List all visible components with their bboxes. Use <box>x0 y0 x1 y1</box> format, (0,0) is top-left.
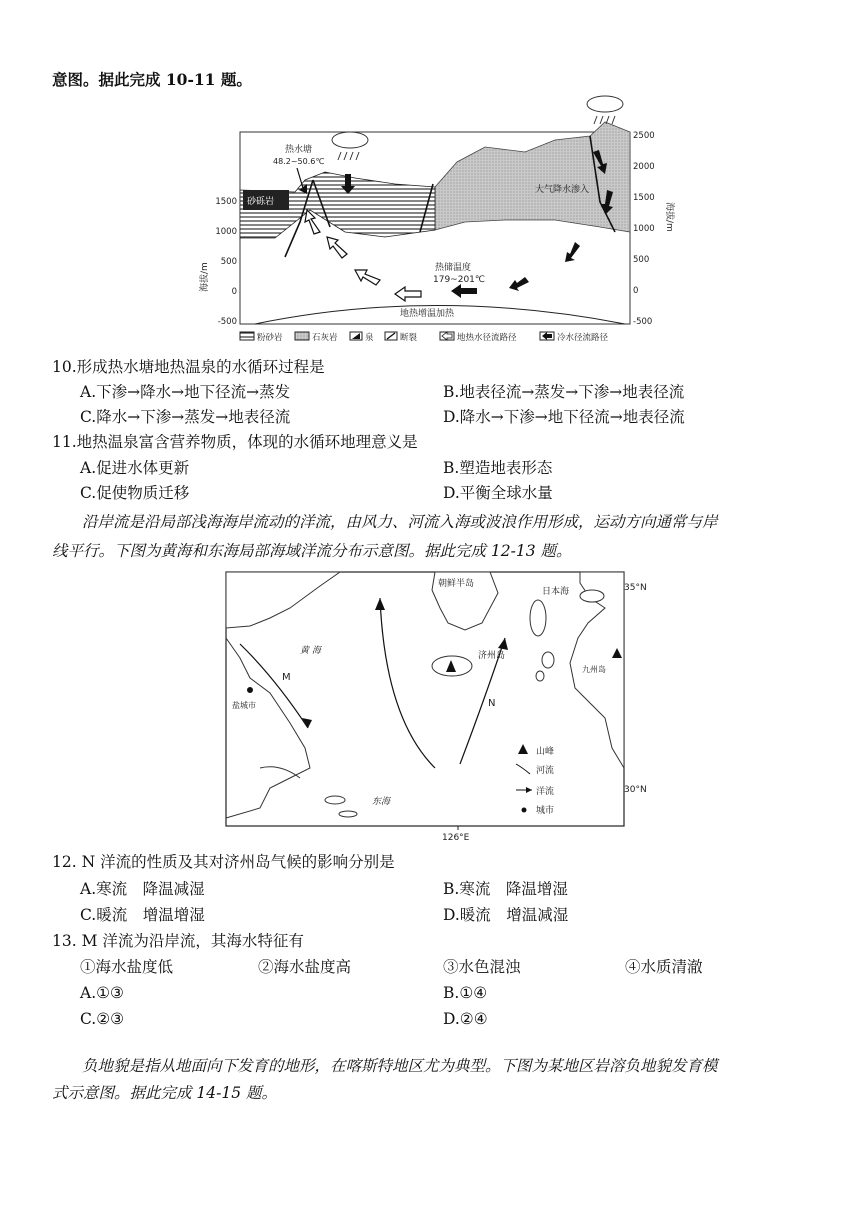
legend-limestone: 石灰岩 <box>312 333 338 343</box>
q13-statement-1: ①海水盐度低 <box>80 958 174 976</box>
y-tick-label: 500 <box>220 257 237 267</box>
y-left-ticks <box>215 197 237 327</box>
legend-city-icon <box>522 808 527 813</box>
reservoir-label: 热储温度 <box>435 263 472 273</box>
spring-temp: 48.2~50.6℃ <box>273 157 325 166</box>
spring-name: 热水塘 <box>285 145 313 155</box>
q13-option-b[interactable]: B.①④ <box>443 984 488 1002</box>
q12-stem: 12. N 洋流的性质及其对济州岛气候的影响分别是 <box>52 853 395 871</box>
cloud-icon-right <box>587 96 623 124</box>
q10-option-b[interactable]: B.地表径流→蒸发→下渗→地表径流 <box>443 383 685 401</box>
q13-statement-4: ④水质清澈 <box>625 958 703 976</box>
intro-14-15-line2: 式示意图。据此完成 14-15 题。 <box>52 1084 278 1102</box>
legend-cold-path: 冷水径流路径 <box>557 333 609 343</box>
geo-heat-label: 地热增温加热 <box>400 309 455 319</box>
legend-limestone-swatch <box>295 332 309 340</box>
legend-fault: 断裂 <box>400 333 418 343</box>
yancheng-label: 盐城市 <box>232 701 256 710</box>
intro-12-13-line2: 线平行。下图为黄海和东海局部海域洋流分布示意图。据此完成 12-13 题。 <box>52 542 572 560</box>
q10-stem: 10.形成热水塘地热温泉的水循环过程是 <box>52 358 325 376</box>
japan-sea-label: 日本海 <box>542 587 570 597</box>
q11-option-d[interactable]: D.平衡全球水量 <box>443 484 553 502</box>
q11-option-c[interactable]: C.促使物质迁移 <box>80 484 190 502</box>
jeju-label: 济州岛 <box>478 651 506 661</box>
intro-10-11: 意图。据此完成 10-11 题。 <box>52 70 252 89</box>
legend-river: 河流 <box>536 766 555 776</box>
y-right-label: 海拔/m <box>664 202 674 232</box>
yellow-sea-label: 黄 海 <box>300 646 321 656</box>
q10-option-c[interactable]: C.降水→下渗→蒸发→地表径流 <box>80 408 291 426</box>
legend-city: 城市 <box>536 806 555 816</box>
q12-option-d[interactable]: D.暖流 增温减湿 <box>443 906 569 924</box>
q12-option-b[interactable]: B.寒流 降温增湿 <box>443 880 568 898</box>
intro-14-15-line1: 负地貌是指从地面向下发育的地形，在喀斯特地区尤为典型。下图为某地区岩溶负地貌发育模 <box>82 1057 718 1075</box>
y-tick-label: 2500 <box>633 131 655 141</box>
q11-option-b[interactable]: B.塑造地表形态 <box>443 459 553 477</box>
q13-option-c[interactable]: C.②③ <box>80 1010 125 1028</box>
q12-option-c[interactable]: C.暖流 增温增湿 <box>80 906 205 924</box>
y-tick-label: 0 <box>633 286 639 296</box>
y-tick-label: -500 <box>217 317 237 327</box>
ocean-current-map <box>220 568 660 848</box>
q13-option-a[interactable]: A.①③ <box>80 984 124 1002</box>
y-tick-label: 1000 <box>633 224 655 234</box>
y-tick-label: 0 <box>231 287 237 297</box>
legend-siltstone-swatch <box>240 332 254 340</box>
lat35-label: 35°N <box>624 583 647 593</box>
legend-spring: 泉 <box>365 333 374 343</box>
spring-pointer <box>297 168 303 188</box>
current-m-label: M <box>282 672 291 683</box>
y-tick-label: 1500 <box>633 193 655 203</box>
legend-hot-path: 地热水径流路径 <box>457 333 517 343</box>
yancheng-city-icon <box>247 687 253 693</box>
lon-label: 126°E <box>442 833 470 843</box>
kyushu-label: 九州岛 <box>582 665 606 674</box>
intro-12-13-line1: 沿岸流是沿局部浅海海岸流动的洋流，由风力、河流入海或波浪作用形成，运动方向通常与岸 <box>82 513 718 531</box>
outcrop-label: 砂砾岩 <box>247 197 275 207</box>
east-sea-label: 东海 <box>372 797 391 807</box>
y-tick-label: 500 <box>633 255 650 265</box>
legend-peak: 山峰 <box>536 747 555 757</box>
lat30-label: 30°N <box>624 785 647 795</box>
q13-stem: 13. M 洋流为沿岸流，其海水特征有 <box>52 932 304 950</box>
y-tick-label: 1000 <box>215 227 237 237</box>
q11-stem: 11.地热温泉富含营养物质，体现的水循环地理意义是 <box>52 433 418 451</box>
limestone-layer <box>435 122 630 232</box>
y-right-ticks <box>633 131 655 327</box>
q13-statement-2: ②海水盐度高 <box>258 958 352 976</box>
figure-legend <box>240 332 609 343</box>
q10-option-d[interactable]: D.降水→下渗→地下径流→地表径流 <box>443 408 685 426</box>
y-tick-label: 2000 <box>633 162 655 172</box>
legend-siltstone: 粉砂岩 <box>257 333 283 343</box>
q12-option-a[interactable]: A.寒流 降温减湿 <box>80 880 205 898</box>
y-left-label: 海拔/m <box>200 262 210 292</box>
current-n-label: N <box>488 698 496 709</box>
cloud-icon-left <box>332 132 368 160</box>
geothermal-cross-section-figure <box>195 92 675 350</box>
legend-current: 洋流 <box>536 787 555 797</box>
q11-option-a[interactable]: A.促进水体更新 <box>80 459 190 477</box>
korea-label: 朝鲜半岛 <box>438 579 475 589</box>
reservoir-temp: 179~201℃ <box>433 275 486 285</box>
q10-option-a[interactable]: A.下渗→降水→地下径流→蒸发 <box>80 383 291 401</box>
rain-in-label: 大气降水渗入 <box>535 185 590 195</box>
q13-statement-3: ③水色混浊 <box>443 958 521 976</box>
q13-option-d[interactable]: D.②④ <box>443 1010 488 1028</box>
y-tick-label: -500 <box>633 317 653 327</box>
y-tick-label: 1500 <box>215 197 237 207</box>
